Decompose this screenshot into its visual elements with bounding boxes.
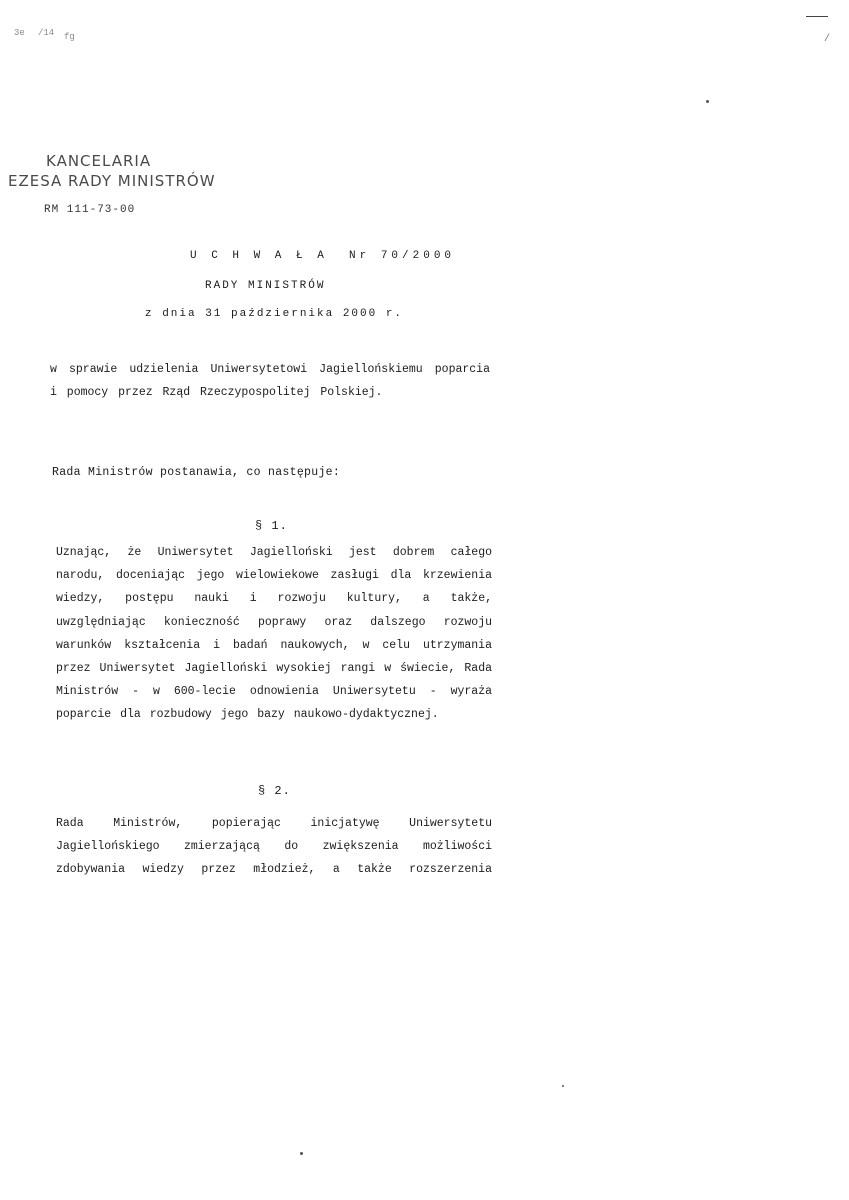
stamp-office-line: KANCELARIA	[46, 152, 152, 170]
section-1-mark: § 1.	[255, 519, 288, 533]
scan-mark: 3e	[14, 28, 25, 38]
resolution-date: z dnia 31 października 2000 r.	[145, 308, 404, 320]
corner-tick: /	[824, 34, 831, 45]
resolution-subject: w sprawie udzielenia Uniwersytetowi Jagiellońskiemu poparcia i pomocy przez Rząd Rzeczypospolitej Polskiej.	[50, 363, 490, 399]
section-1-body: Uznając, że Uniwersytet Jagielloński jest dobrem całego narodu, doceniając jego wielowiekowe zasługi dla krzewienia wiedzy, postępu nauki i rozwoju kultury, a także, uwzględniając konieczność poprawy oraz dalszego rozwoju warunków kształcenia i badań naukowych, w celu utrzymania przez Uniwersytet Jagielloński wysokiej rangi w świecie, Rada Ministrów - w 600-lecie odnowienia Uniwersytetu - wyraża poparcie dla rozbudowy jego bazy naukowo-dydaktycznej.	[56, 546, 492, 722]
stamp-council-line: EZESA RADY MINISTRÓW	[8, 172, 216, 190]
scan-mark: /14	[38, 28, 55, 38]
speck	[300, 1152, 303, 1155]
section-2-text: Rada Ministrów, popierając inicjatywę Uniwersytetu Jagiellońskiego zmierzającą do zwiększenia możliwości zdobywania wiedzy przez młodzież, a także rozszerzenia	[56, 817, 492, 877]
section-2-mark: § 2.	[258, 784, 291, 798]
speck	[562, 1085, 564, 1087]
preamble: Rada Ministrów postanawia, co następuje:	[52, 466, 341, 479]
resolution-title: U C H W A Ł A Nr 70/2000	[190, 250, 456, 262]
corner-line	[806, 16, 828, 17]
scan-mark: fg	[64, 32, 75, 42]
issuing-body: RADY MINISTRÓW	[205, 280, 326, 292]
reference-number: RM 111-73-00	[44, 204, 136, 216]
speck	[706, 100, 709, 103]
section-1-text	[56, 541, 492, 727]
